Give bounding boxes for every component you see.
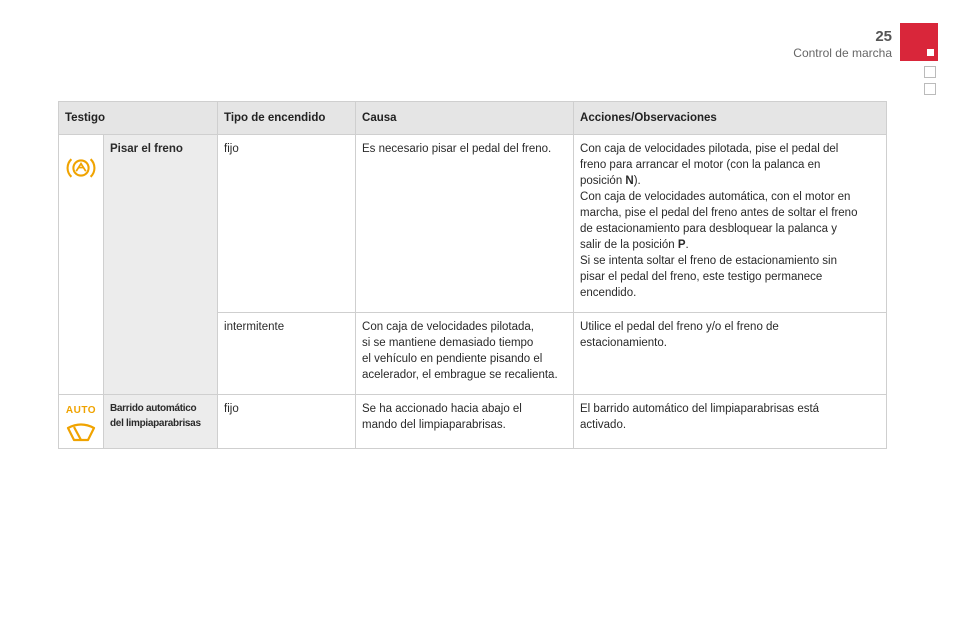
cell-actions bbox=[574, 135, 887, 313]
wiper-auto-icon bbox=[66, 420, 96, 442]
auto-label: AUTO bbox=[65, 405, 97, 416]
chapter-tab-marker bbox=[927, 49, 934, 56]
cell-cause: Es necesario pisar el pedal del freno. bbox=[356, 135, 574, 313]
text-fragment: ). bbox=[633, 175, 641, 187]
text-line: pisar el pedal del freno, este testigo permanece bbox=[580, 271, 823, 283]
text-fragment: salir de la posición bbox=[580, 239, 678, 251]
brake-icon-cell bbox=[59, 135, 104, 395]
text-line: Si se intenta soltar el freno de estacionamiento sin bbox=[580, 255, 837, 267]
text-line: freno para arrancar el motor (con la palanca en bbox=[580, 159, 821, 171]
table-header-row bbox=[59, 102, 887, 135]
gear-letter-p: P bbox=[677, 239, 686, 251]
cell-type: intermitente bbox=[218, 313, 356, 395]
wiper-icon-cell bbox=[59, 395, 104, 449]
text-line: Con caja de velocidades automática, con el motor en bbox=[580, 191, 851, 203]
text-line: Con caja de velocidades pilotada, bbox=[362, 321, 534, 333]
row-name-wiper bbox=[104, 395, 218, 449]
text-line: Se ha accionado hacia abajo el bbox=[362, 403, 522, 415]
header-acciones: Acciones/Observaciones bbox=[574, 102, 887, 135]
cell-actions bbox=[574, 395, 887, 449]
text-line: estacionamiento. bbox=[580, 337, 667, 349]
text-line: marcha, pise el pedal del freno antes de soltar el freno bbox=[580, 207, 858, 219]
text-line bbox=[580, 173, 880, 189]
gear-letter-n: N bbox=[625, 175, 634, 187]
text-line: El barrido automático del limpiaparabrisas está bbox=[580, 403, 820, 415]
header-causa: Causa bbox=[356, 102, 574, 135]
text-line: de estacionamiento para desbloquear la palanca y bbox=[580, 223, 838, 235]
header-tipo: Tipo de encendido bbox=[218, 102, 356, 135]
text-line: acelerador, el embrague se recalienta. bbox=[362, 369, 558, 381]
text-line bbox=[580, 237, 880, 253]
nav-box-1[interactable] bbox=[924, 66, 936, 78]
cell-cause bbox=[356, 395, 574, 449]
text-line: encendido. bbox=[580, 287, 637, 299]
text-line: mando del limpiaparabrisas. bbox=[362, 419, 506, 431]
text-line: Barrido automático bbox=[110, 403, 197, 414]
cell-actions bbox=[574, 313, 887, 395]
cell-type: fijo bbox=[218, 135, 356, 313]
text-line: Utilice el pedal del freno y/o el freno de bbox=[580, 321, 779, 333]
text-line: activado. bbox=[580, 419, 627, 431]
text-fragment: posición bbox=[580, 175, 626, 187]
chapter-tab[interactable] bbox=[900, 23, 938, 61]
page-number: 25 bbox=[875, 28, 892, 45]
header-testigo: Testigo bbox=[59, 102, 218, 135]
cell-type: fijo bbox=[218, 395, 356, 449]
section-title: Control de marcha bbox=[793, 46, 892, 60]
text-fragment: . bbox=[685, 239, 689, 251]
text-line: el vehículo en pendiente pisando el bbox=[362, 353, 543, 365]
table-row bbox=[59, 135, 887, 313]
text-line: si se mantiene demasiado tiempo bbox=[362, 337, 534, 349]
nav-box-2[interactable] bbox=[924, 83, 936, 95]
text-line: Con caja de velocidades pilotada, pise el pedal del bbox=[580, 143, 839, 155]
row-name-brake: Pisar el freno bbox=[104, 135, 218, 395]
text-line: del limpiaparabrisas bbox=[110, 418, 201, 429]
table-row bbox=[59, 395, 887, 449]
cell-cause bbox=[356, 313, 574, 395]
warning-lights-table bbox=[58, 101, 887, 449]
brake-warning-icon bbox=[65, 153, 97, 183]
